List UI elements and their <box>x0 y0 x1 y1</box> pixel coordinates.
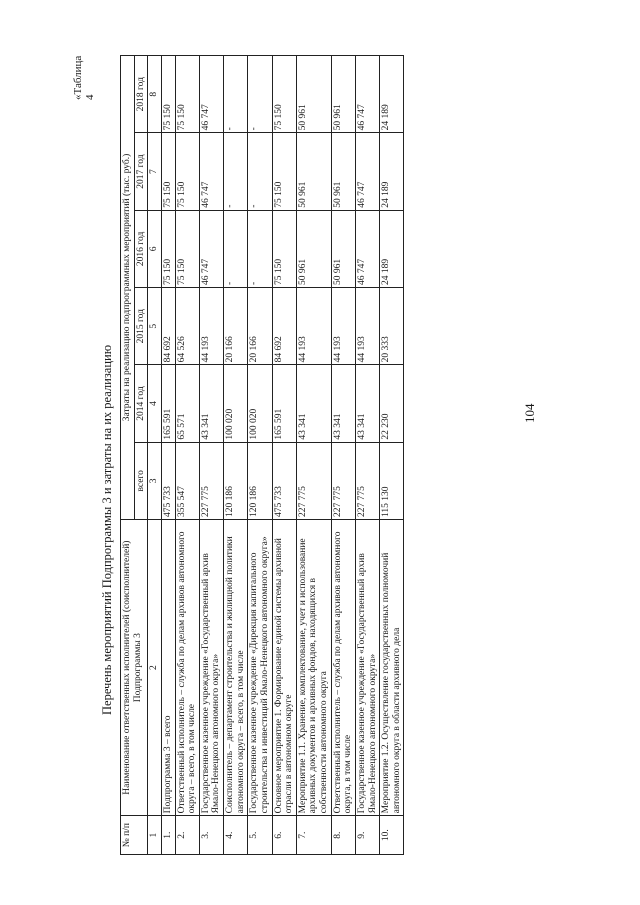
row-value: 50 961 <box>331 56 355 133</box>
row-value: 43 341 <box>355 365 379 442</box>
row-value: 75 150 <box>175 133 199 210</box>
row-value: 75 150 <box>175 56 199 133</box>
row-value: 227 775 <box>296 442 331 519</box>
table-row <box>355 56 379 855</box>
row-value: 120 186 <box>248 442 272 519</box>
table-title: Перечень мероприятий Подпрограммы 3 и затраты на их реализацию <box>100 344 114 715</box>
row-value: 75 150 <box>272 133 296 210</box>
header-year: 2016 год <box>134 210 148 287</box>
row-name: Подпрограмма 3 – всего <box>161 519 175 815</box>
row-value: 46 747 <box>355 56 379 133</box>
header-year: 2017 год <box>134 133 148 210</box>
col-number: 7 <box>148 133 162 210</box>
row-name: Государственное казенное учреждение «Дирекция капитального строительства и инвестиций Ямало-Ненецкого автономного округа» <box>248 519 272 815</box>
row-number: 1. <box>161 816 175 855</box>
page-number: 104 <box>522 403 537 423</box>
row-value: 100 020 <box>224 365 248 442</box>
row-value: - <box>248 56 272 133</box>
table-row <box>199 56 223 855</box>
header-name: Наименование ответственных исполнителей (соисполнителей) Подпрограммы 3 <box>121 519 148 815</box>
header-year: 2014 год <box>134 365 148 442</box>
row-name: Мероприятие 1.2. Осуществление государственных полномочий автономного округа в области архивного дела <box>380 519 404 815</box>
row-value: 75 150 <box>175 210 199 287</box>
row-value: 75 150 <box>161 56 175 133</box>
row-value: - <box>248 210 272 287</box>
row-value: 75 150 <box>272 210 296 287</box>
row-number: 8. <box>331 816 355 855</box>
row-number: 7. <box>296 816 331 855</box>
header-costs: Затраты на реализацию подпрограммных мероприятий (тыс. руб.) <box>121 56 135 520</box>
row-value: 20 166 <box>224 288 248 365</box>
row-value: 46 747 <box>199 133 223 210</box>
row-value: 24 189 <box>380 56 404 133</box>
table-row <box>175 56 199 855</box>
row-name: Ответственный исполнитель – служба по делам архивов автономного округа, в том числе <box>331 519 355 815</box>
row-value: 475 733 <box>161 442 175 519</box>
row-value: - <box>224 210 248 287</box>
row-value: 46 747 <box>355 133 379 210</box>
row-value: 20 166 <box>248 288 272 365</box>
rotated-page-content <box>72 55 550 855</box>
row-value: 46 747 <box>199 56 223 133</box>
row-value: 44 193 <box>296 288 331 365</box>
row-value: 50 961 <box>296 133 331 210</box>
row-value: 100 020 <box>248 365 272 442</box>
row-value: 50 961 <box>331 133 355 210</box>
col-number: 5 <box>148 288 162 365</box>
row-value: 355 547 <box>175 442 199 519</box>
row-value: 44 193 <box>331 288 355 365</box>
costs-table <box>120 55 404 855</box>
table-body <box>161 56 404 855</box>
row-number: 10. <box>380 816 404 855</box>
row-name: Ответственный исполнитель – служба по делам архивов автономного округа – всего, в том числе <box>175 519 199 815</box>
row-value: 50 961 <box>296 210 331 287</box>
row-number: 2. <box>175 816 199 855</box>
row-value: 24 189 <box>380 133 404 210</box>
col-number: 4 <box>148 365 162 442</box>
row-number: 3. <box>199 816 223 855</box>
row-name: Мероприятие 1.1. Хранение, комплектование, учет и использование архивных документов и архивных фондов, находящихся в собственности автономного округа <box>296 519 331 815</box>
row-value: 43 341 <box>296 365 331 442</box>
row-value: 50 961 <box>296 56 331 133</box>
row-value: 20 333 <box>380 288 404 365</box>
col-number: 2 <box>148 519 162 815</box>
table-row <box>331 56 355 855</box>
row-value: 227 775 <box>199 442 223 519</box>
row-name: Соисполнитель – департамент строительства и жилищной политики автономного округа – всего, в том числе <box>224 519 248 815</box>
row-value: 475 733 <box>272 442 296 519</box>
row-value: - <box>224 56 248 133</box>
row-value: 46 747 <box>355 210 379 287</box>
row-value: - <box>248 133 272 210</box>
row-number: 5. <box>248 816 272 855</box>
table-row <box>272 56 296 855</box>
row-number: 6. <box>272 816 296 855</box>
row-value: 75 150 <box>161 210 175 287</box>
row-value: 75 150 <box>161 133 175 210</box>
row-value: 46 747 <box>199 210 223 287</box>
header-year: 2015 год <box>134 288 148 365</box>
row-value: 165 591 <box>161 365 175 442</box>
row-value: 43 341 <box>199 365 223 442</box>
row-value: 227 775 <box>331 442 355 519</box>
row-value: - <box>224 133 248 210</box>
table-row <box>224 56 248 855</box>
row-value: 84 692 <box>161 288 175 365</box>
table-row <box>296 56 331 855</box>
row-name: Основное мероприятие 1. Формирование единой системы архивной отрасли в автономном округе <box>272 519 296 815</box>
table-row <box>380 56 404 855</box>
table-label: «Таблица 4 <box>72 55 96 100</box>
row-value: 227 775 <box>355 442 379 519</box>
row-number: 4. <box>224 816 248 855</box>
col-number: 1 <box>148 816 162 855</box>
row-value: 44 193 <box>355 288 379 365</box>
row-value: 165 591 <box>272 365 296 442</box>
row-value: 75 150 <box>272 56 296 133</box>
row-value: 120 186 <box>224 442 248 519</box>
row-value: 115 130 <box>380 442 404 519</box>
table-row <box>248 56 272 855</box>
row-value: 22 230 <box>380 365 404 442</box>
row-number: 9. <box>355 816 379 855</box>
col-number: 8 <box>148 56 162 133</box>
col-number: 6 <box>148 210 162 287</box>
row-value: 44 193 <box>199 288 223 365</box>
header-year: всего <box>134 442 148 519</box>
row-value: 65 571 <box>175 365 199 442</box>
row-name: Государственное казенное учреждение «Государственный архив Ямало-Ненецкого автономного округа» <box>355 519 379 815</box>
row-value: 64 526 <box>175 288 199 365</box>
table-row <box>161 56 175 855</box>
row-name: Государственное казенное учреждение «Государственный архив Ямало-Ненецкого автономного округа» <box>199 519 223 815</box>
header-year: 2018 год <box>134 56 148 133</box>
row-value: 43 341 <box>331 365 355 442</box>
header-number: № п/п <box>121 816 148 855</box>
col-number: 3 <box>148 442 162 519</box>
row-value: 50 961 <box>331 210 355 287</box>
row-value: 24 189 <box>380 210 404 287</box>
row-value: 84 692 <box>272 288 296 365</box>
